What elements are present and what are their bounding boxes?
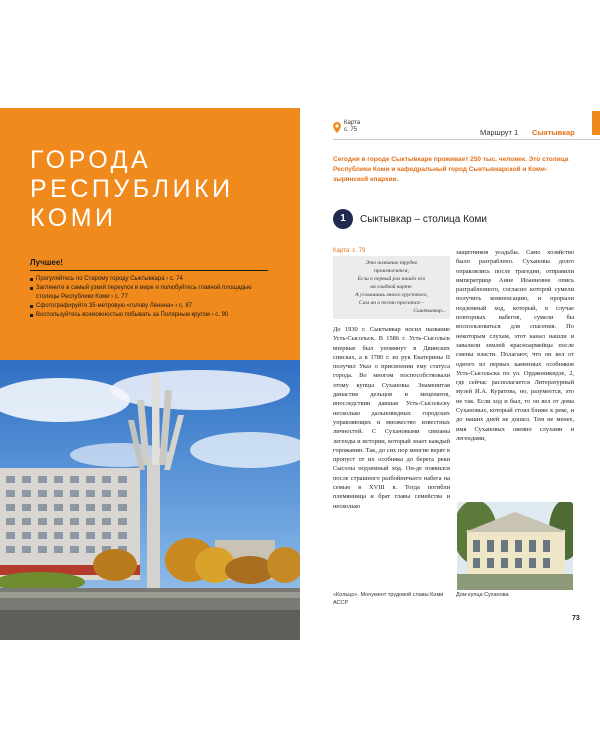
epigraph-line: А услышишь много грустного,	[355, 292, 428, 298]
epigraph-line: Это название трудно	[365, 260, 418, 266]
list-item: Прогуляйтесь по Старому городу Сыктывкара › с. 74	[30, 275, 268, 284]
epigraph-line: на гладкой карте.	[370, 284, 413, 290]
right-page	[300, 108, 600, 640]
map-reference	[333, 120, 360, 134]
highlights-box	[30, 258, 268, 320]
section-tab	[592, 111, 600, 135]
map-page: с. 75	[344, 127, 358, 133]
page-number: 73	[572, 615, 580, 622]
chapter-header-block	[0, 108, 300, 360]
list-item: Загляните в самый узкий переулок в мире и полюбуйтесь главной площадью столицы Республики Коми › с. 77	[30, 284, 268, 302]
map-label: Карта	[344, 120, 361, 126]
text-column-left	[333, 248, 450, 511]
section-title: Сыктывкар – столица Коми	[360, 214, 487, 225]
body-text: До 1930 г. Сыктывкар носил название Усть-Сысольск. В 1586 г. Усть-Сысольск впервые был упомянут в Двинских списках, а в 1780 г. из рук Екатерины II получил Указ о присвоении ему статуса города. Во многом поспособствовали этому купцы Сухановы. Знаменитая династия дельцов и меценатов, впоследствии давшая Усть-Сысольску несколько дальновидных городских управляющих и множество известных личностей. С Сухановыми связаны легенды и истории, который знает каждый горожанин. Так, до сих пор многие верят в пропуст от их особняка до берега реки Сысолы подземный ход. Он-де появился после страшного разбойничьего набега на семью в XVIII в. Тогда погибли племянница и брат главы семейства и несколько	[333, 326, 450, 510]
epigraph-line: Сыктывкар...	[413, 308, 446, 314]
photo-caption-right: Дом купца Суханова	[456, 592, 509, 598]
list-item: Воспользуйтесь возможностью побывать за Полярным кругом › с. 90	[30, 311, 268, 320]
map-pin-icon	[333, 122, 341, 133]
map-note-page: с. 79	[352, 248, 366, 254]
body-text: защитников усадьбы. Само хозяйство было разграблено. Сухановы долго оправлялись после трагедии, отправили императрице Анне Иоанновне опись разграбленного, согласно которой сумели получить компенсацию, и прорыли подземный ход, который, в случае повторных набегов, сумели бы воспользоваться для спасения. По некоторым слухам, этот канал нашли и завалили землей красноармейцы после смены власти. Полагают, что он вел от одного из первых каменных особняков Усть-Сысольска по ул. Орджоникидзе, 2, где сейчас располагается Литературный музей И.А. Куратова, но, разумеется, это не так. Если ход и был, то он вел от дома Сухановых, который стоял ближе к реке, и до наших дней не дошел. Тем не менее, имя Сухановых овеяно слухами и легендами,	[456, 249, 574, 442]
route-label: Маршрут 1	[480, 128, 519, 137]
text-column-right	[456, 248, 574, 443]
highlights-title: Лучшее!	[30, 258, 268, 271]
left-page	[0, 108, 300, 640]
house-photo	[457, 502, 573, 590]
map-note-label: Карта:	[333, 248, 351, 254]
route-city: Сыктывкар	[532, 128, 575, 137]
intro-text: Сегодня в городе Сыктывкаре проживает 250 тыс. человек. Это столица Республики Коми и кафедральный город Сыктывкарской и Коми-зырянской епархии.	[333, 156, 569, 183]
header-divider	[333, 139, 600, 140]
monument-photo	[0, 360, 300, 640]
highlights-list	[30, 275, 268, 320]
map-note	[333, 248, 450, 254]
epigraph-box	[333, 256, 450, 319]
epigraph-line: Если в первый раз нашёл его	[357, 276, 426, 282]
section-number-badge: 1	[333, 209, 353, 229]
list-item: Сфотографируйте 35-метровую «голову Ленина» › с. 87	[30, 302, 268, 311]
chapter-title: ГОРОДА РЕСПУБЛИКИ КОМИ	[30, 146, 234, 232]
epigraph-line: Сам ан в песню просится –	[358, 300, 425, 306]
epigraph-line: произносится,	[374, 268, 409, 274]
photo-caption-left: «Кольцо». Монумент трудовой славы Коми АССР	[333, 592, 444, 606]
book-spread	[0, 108, 600, 640]
